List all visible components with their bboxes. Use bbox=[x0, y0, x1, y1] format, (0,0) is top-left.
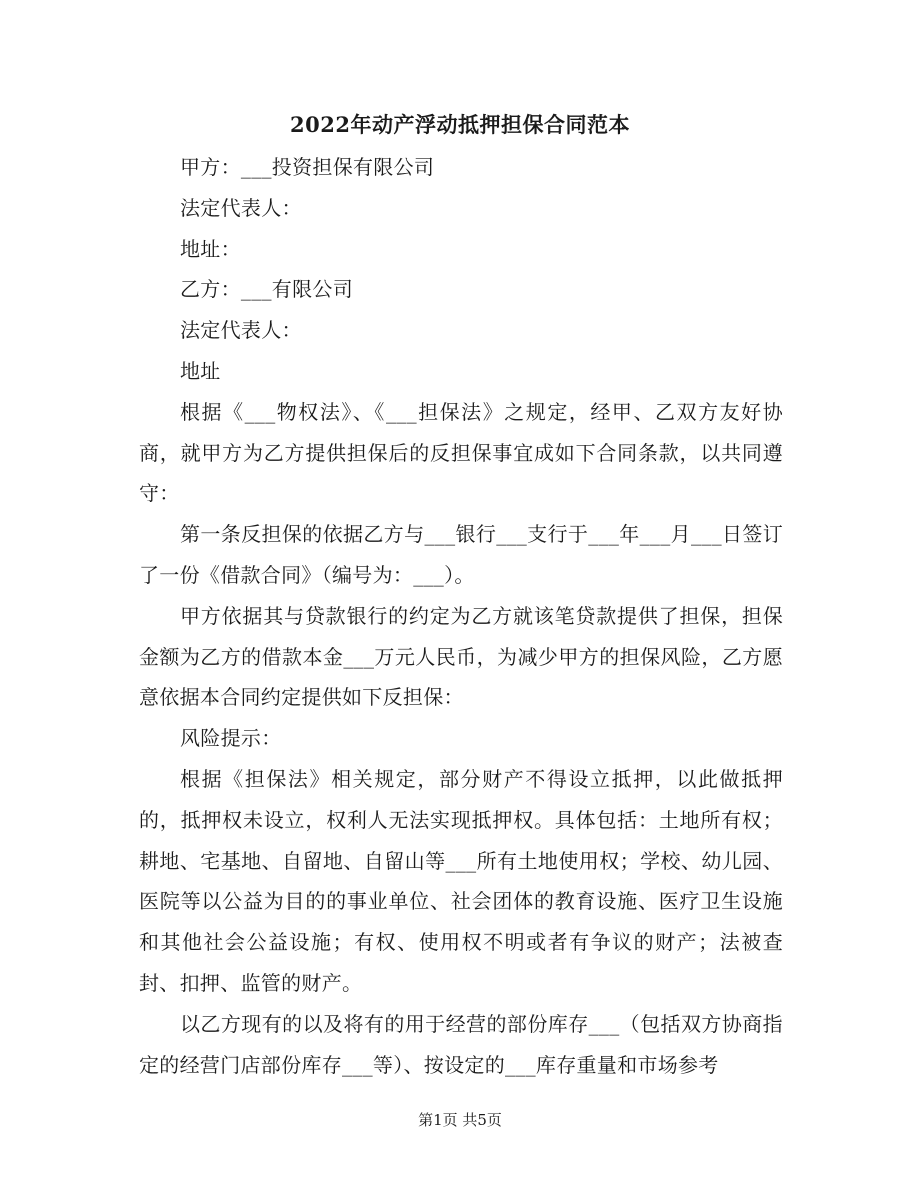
party-b-line: 乙方：___有限公司 bbox=[180, 277, 353, 302]
page-number-footer: 第1页 共5页 bbox=[418, 1111, 502, 1129]
preamble-paragraph: 根据《___物权法》、《___担保法》之规定，经甲、乙双方友好协商，就甲方为乙方提供担保后的反担保事宜成如下合同条款，以共同遵守： bbox=[139, 399, 783, 506]
party-b-address: 地址 bbox=[180, 358, 221, 383]
party-a-line: 甲方：___投资担保有限公司 bbox=[180, 155, 435, 179]
risk-notice-heading: 风险提示： bbox=[180, 726, 282, 751]
collateral-paragraph: 以乙方现有的以及将有的用于经营的部份库存___（包括双方协商指定的经营门店部份库存___等）、按设定的___库存重量和市场参考 bbox=[139, 1011, 783, 1077]
document-body bbox=[139, 147, 783, 1085]
article-one-paragraph: 第一条反担保的依据乙方与___银行___支行于___年___月___日签订了一份《借款合同》（编号为：___）。 bbox=[139, 522, 783, 587]
document-title: 2022年动产浮动抵押担保合同范本 bbox=[290, 112, 630, 137]
party-b-representative: 法定代表人： bbox=[180, 318, 302, 343]
guarantee-paragraph: 甲方依据其与贷款银行的约定为乙方就该笔贷款提供了担保，担保金额为乙方的借款本金___万元人民币，为减少甲方的担保风险，乙方愿意依据本合同约定提供如下反担保： bbox=[139, 603, 783, 710]
party-a-representative: 法定代表人： bbox=[180, 195, 302, 220]
risk-notice-paragraph: 根据《担保法》相关规定，部分财产不得设立抵押，以此做抵押的，抵押权未设立，权利人无法实现抵押权。具体包括：土地所有权；耕地、宅基地、自留地、自留山等___所有土地使用权；学校、幼儿园、医院等以公益为目的的事业单位、社会团体的教育设施、医疗卫生设施和其他社会公益设施；有权、使用权不明或者有争议的财产；法被查封、扣押、监管的财产。 bbox=[139, 766, 783, 995]
party-a-address: 地址： bbox=[180, 236, 241, 261]
